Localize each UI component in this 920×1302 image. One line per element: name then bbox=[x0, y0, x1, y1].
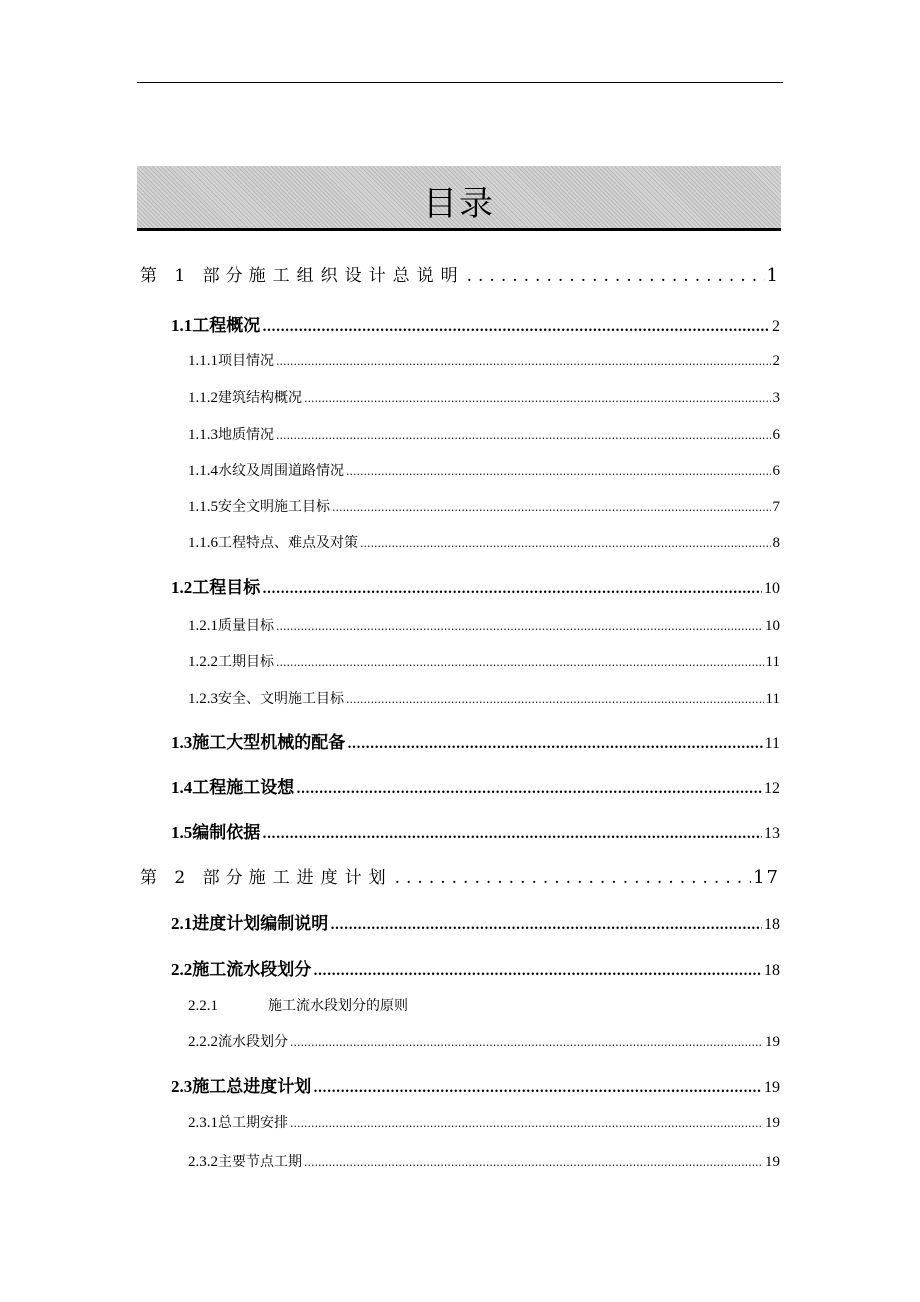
toc-entry[interactable] bbox=[188, 496, 780, 516]
toc-entry-title: 编制依据 bbox=[192, 823, 261, 843]
toc-entry-title: 施工流水段划分 bbox=[192, 960, 312, 980]
toc-dot-leader bbox=[346, 693, 764, 706]
toc-entry-title: 工期目标 bbox=[218, 654, 274, 670]
toc-page-number: 8 bbox=[772, 535, 780, 551]
toc-entry[interactable] bbox=[171, 1072, 780, 1097]
toc-dot-leader bbox=[346, 465, 771, 478]
toc-entry-number: 2.3.1 bbox=[188, 1115, 218, 1131]
toc-entry[interactable] bbox=[188, 1151, 780, 1171]
toc-entry-number: 1.1.6 bbox=[188, 535, 218, 551]
toc-page-number: 11 bbox=[764, 735, 780, 752]
toc-dot-leader bbox=[467, 266, 765, 286]
toc-part-entry[interactable] bbox=[140, 261, 780, 286]
toc-page-number: 1 bbox=[766, 265, 780, 286]
toc-entry-title: 施工流水段划分的原则 bbox=[268, 998, 408, 1014]
toc-dot-leader bbox=[304, 1156, 763, 1169]
toc-entry[interactable] bbox=[188, 1112, 780, 1132]
toc-entry-title: 施工组织设计总说明 bbox=[248, 266, 465, 286]
toc-entry-title: 建筑结构概况 bbox=[218, 390, 302, 406]
toc-dot-leader bbox=[276, 355, 771, 368]
toc-entry-number: 第 1 部分 bbox=[140, 266, 249, 286]
toc-entry-number: 1.2 bbox=[171, 578, 193, 597]
toc-entry-number: 1.2.3 bbox=[188, 691, 218, 707]
toc-page-number: 2 bbox=[772, 318, 780, 335]
toc-entry-title: 项目情况 bbox=[218, 353, 274, 369]
toc-entry[interactable] bbox=[171, 728, 780, 753]
toc-dot-leader bbox=[347, 737, 762, 752]
toc-entry-title: 水纹及周围道路情况 bbox=[218, 463, 344, 479]
toc-entry-title: 工程概况 bbox=[192, 316, 261, 336]
toc-entry-number: 1.3 bbox=[171, 733, 193, 752]
toc-dot-leader bbox=[304, 392, 771, 405]
toc-entry[interactable] bbox=[188, 532, 780, 552]
toc-entry[interactable] bbox=[171, 955, 780, 980]
toc-page-number: 6 bbox=[772, 463, 780, 479]
toc-page-number: 19 bbox=[765, 1154, 780, 1170]
toc-entry[interactable] bbox=[171, 573, 780, 598]
toc-page-number: 19 bbox=[765, 1034, 780, 1050]
toc-entry-title: 工程特点、难点及对策 bbox=[218, 535, 358, 551]
toc-dot-leader bbox=[313, 964, 762, 979]
toc-dot-leader bbox=[290, 1117, 763, 1130]
toc-dot-leader bbox=[330, 918, 762, 933]
toc-entry[interactable] bbox=[188, 387, 780, 407]
toc-dot-leader bbox=[262, 582, 762, 597]
toc-page-number: 7 bbox=[772, 499, 780, 515]
toc-entry[interactable] bbox=[188, 995, 780, 1015]
toc-page-number: 10 bbox=[764, 580, 780, 597]
toc-page-number: 19 bbox=[765, 1115, 780, 1131]
toc-entry[interactable] bbox=[188, 460, 780, 480]
toc-page-number: 10 bbox=[765, 618, 780, 634]
toc-entry[interactable] bbox=[188, 615, 780, 635]
toc-dot-leader bbox=[290, 1036, 763, 1049]
toc-page-number: 12 bbox=[764, 780, 780, 797]
toc-entry-number: 1.1.4 bbox=[188, 463, 218, 479]
toc-dot-leader bbox=[395, 868, 751, 888]
toc-dot-leader bbox=[360, 537, 771, 550]
toc-page-number: 2 bbox=[772, 353, 780, 369]
toc-entry-title: 工程目标 bbox=[192, 578, 261, 598]
toc-page-number: 11 bbox=[765, 691, 780, 707]
toc-entry-number: 1.1 bbox=[171, 316, 193, 335]
toc-entry-number: 1.5 bbox=[171, 823, 193, 842]
toc-page-number: 13 bbox=[764, 825, 780, 842]
toc-entry-number: 1.1.5 bbox=[188, 499, 218, 515]
toc-entry[interactable] bbox=[171, 909, 780, 934]
toc-entry-number: 1.2.1 bbox=[188, 618, 218, 634]
toc-entry-title: 施工总进度计划 bbox=[192, 1077, 312, 1097]
toc-entry-title: 安全、文明施工目标 bbox=[218, 691, 344, 707]
toc-dot-leader bbox=[276, 429, 771, 442]
toc-entry[interactable] bbox=[188, 651, 780, 671]
toc-dot-leader bbox=[262, 320, 770, 335]
toc-dot-leader bbox=[276, 656, 764, 669]
page-title: 目录 bbox=[423, 184, 495, 224]
toc-entry-number: 第 2 部分 bbox=[140, 868, 249, 888]
toc-page-number: 17 bbox=[753, 867, 780, 888]
toc-entry-number: 2.3.2 bbox=[188, 1154, 218, 1170]
toc-entry-title: 施工进度计划 bbox=[248, 868, 393, 888]
toc-entry-number: 1.1.2 bbox=[188, 390, 218, 406]
toc-entry-title: 施工大型机械的配备 bbox=[192, 733, 346, 753]
toc-entry-title: 地质情况 bbox=[218, 427, 274, 443]
toc-page-number: 18 bbox=[764, 916, 780, 933]
toc-entry-title: 总工期安排 bbox=[218, 1115, 288, 1131]
toc-entry-number: 1.4 bbox=[171, 778, 193, 797]
toc-entry[interactable] bbox=[171, 818, 780, 843]
toc-dot-leader bbox=[296, 782, 762, 797]
toc-entry-title: 质量目标 bbox=[218, 618, 274, 634]
toc-entry[interactable] bbox=[188, 424, 780, 444]
toc-entry[interactable] bbox=[188, 1031, 780, 1051]
toc-page-number: 19 bbox=[764, 1079, 780, 1096]
toc-entry-number: 1.1.3 bbox=[188, 427, 218, 443]
toc-entry-number: 1.2.2 bbox=[188, 654, 218, 670]
toc-dot-leader bbox=[313, 1081, 762, 1096]
toc-dot-leader bbox=[332, 501, 771, 514]
toc-entry[interactable] bbox=[171, 311, 780, 336]
toc-entry-title: 安全文明施工目标 bbox=[218, 499, 330, 515]
toc-entry[interactable] bbox=[188, 350, 780, 370]
toc-entry-number: 1.1.1 bbox=[188, 353, 218, 369]
toc-entry-title: 流水段划分 bbox=[218, 1034, 288, 1050]
toc-entry-number: 2.3 bbox=[171, 1077, 193, 1096]
toc-page-number: 3 bbox=[772, 390, 780, 406]
toc-entry[interactable] bbox=[171, 773, 780, 798]
toc-dot-leader bbox=[276, 620, 763, 633]
toc-entry-title: 工程施工设想 bbox=[192, 778, 295, 798]
toc-part-entry[interactable] bbox=[140, 863, 780, 888]
toc-entry-number: 2.1 bbox=[171, 914, 193, 933]
toc-entry-number: 2.2.1 bbox=[188, 998, 218, 1014]
toc-entry-title: 主要节点工期 bbox=[218, 1154, 302, 1170]
toc-entry[interactable] bbox=[188, 688, 780, 708]
toc-entry-title: 进度计划编制说明 bbox=[192, 914, 329, 934]
toc-page-number: 11 bbox=[765, 654, 780, 670]
toc-dot-leader bbox=[262, 827, 762, 842]
toc-page-number: 6 bbox=[772, 427, 780, 443]
toc-entry-number: 2.2.2 bbox=[188, 1034, 218, 1050]
toc-page-number: 18 bbox=[764, 962, 780, 979]
toc-entry-number: 2.2 bbox=[171, 960, 193, 979]
